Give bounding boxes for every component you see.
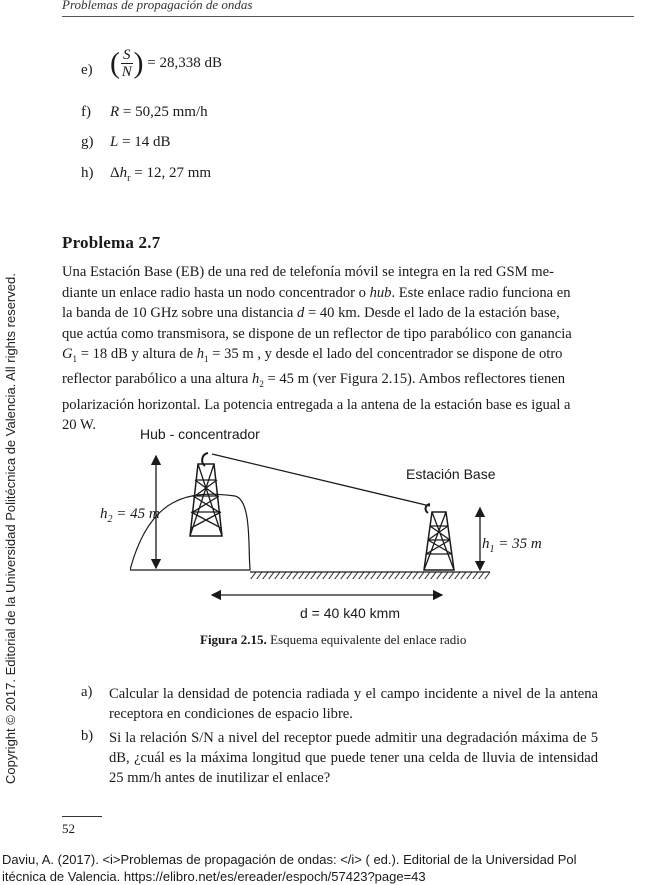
caption-number: Figura 2.15. xyxy=(200,632,267,647)
problem-line-1: Una Estación Base (EB) de una red de telefonía móvil se integra en la red GSM me- xyxy=(62,264,554,280)
problem-line-3b: . Desde el lado de la estación base, xyxy=(356,305,560,321)
problem-line-4: que actúa como transmisora, se dispone de un reflector de tipo parabólico con ganancia xyxy=(62,325,572,342)
distance-variable: d xyxy=(297,305,305,321)
h1-subscript: 1 xyxy=(204,353,209,364)
problem-line-2b: . Este enlace radio funciona en xyxy=(391,284,571,301)
gain-variable: G xyxy=(62,346,73,362)
answer-g-value: = 14 dB xyxy=(122,134,171,150)
problem-line-6b: (ver Figura 2.15). Ambos reflectores tienen xyxy=(308,371,566,388)
running-header: Problemas de propagación de ondas xyxy=(62,0,253,12)
h2-value: = 45 m xyxy=(263,371,309,388)
problem-line-8: 20 W. xyxy=(62,417,97,434)
problem-line-7: polarización horizontal. La potencia entregada a la antena de la estación base es igual a xyxy=(62,396,571,413)
radio-link xyxy=(212,454,430,506)
problem-line-5a: y altura de xyxy=(127,346,197,362)
distance-label: d = 40 k40 kmm xyxy=(300,605,400,621)
problem-line-6a: reflector parabólico a una altura xyxy=(62,371,253,388)
h1-value: = 35 m xyxy=(208,346,254,362)
header-rule xyxy=(62,16,634,17)
base-station-tower xyxy=(424,504,454,570)
gain-value: = 18 dB xyxy=(77,346,128,362)
problem-statement xyxy=(62,262,598,436)
citation xyxy=(2,851,647,885)
answer-h xyxy=(110,165,211,184)
answer-h-subscript: r xyxy=(127,173,131,184)
question-label-a: a) xyxy=(81,684,93,700)
page-number: 52 xyxy=(62,821,75,836)
h2-label: $h_2 = 45$ m xyxy=(100,506,160,525)
question-a-text: Calcular la densidad de potencia radiada y el campo incidente a nivel de la antena receptora en condiciones de espacio libre. xyxy=(109,686,598,722)
answer-g xyxy=(110,134,171,151)
answer-e: ( $\frac{S}{N}$ ) = 28,338 dB xyxy=(110,46,222,80)
copyright-notice: Copyright © 2017. Editorial de la Universidad Politécnica de Valencia. All rights reserved. xyxy=(3,273,18,784)
figure-2-15 xyxy=(100,420,590,642)
h1-variable: h xyxy=(196,346,205,362)
h2-subscript: 2 xyxy=(259,379,264,390)
problem-title: Problema 2.7 xyxy=(62,233,161,252)
answer-e-value: = 28,338 dB xyxy=(147,54,222,71)
answer-h-delta: Δ xyxy=(110,165,120,181)
base-station-label: Estación Base xyxy=(406,466,496,482)
problem-line-5b: , y desde el lado del concentrador se dispone de otro xyxy=(253,346,563,362)
answer-g-variable: L xyxy=(110,134,119,150)
question-b-text: Si la relación S/N a nivel del receptor puede admitir una degradación máxima de 5 dB, ¿cuál es la máxima longitud que puede tener una celda de lluvia de intensidad 25 mm/h antes de inutilizar el enlace? xyxy=(109,730,598,786)
citation-line-2: itécnica de Valencia. https://elibro.net/es/ereader/espoch/57423?page=43 xyxy=(2,869,426,884)
h2-variable: h xyxy=(252,371,260,388)
caption-text: Esquema equivalente del enlace radio xyxy=(266,632,467,647)
fraction-denominator: N xyxy=(121,64,132,80)
figure-caption xyxy=(200,632,466,648)
ground-hatching xyxy=(250,572,490,579)
h1-label: $h_1 = 35$ m xyxy=(482,536,542,555)
answer-label-h: h) xyxy=(81,165,94,181)
problem-line-3a: la banda de 10 GHz sobre una distancia xyxy=(62,305,298,321)
answer-h-variable: h xyxy=(119,165,128,181)
answer-label-g: g) xyxy=(81,134,94,150)
problem-line-2a: diante un enlace radio hasta un nodo concentrador o xyxy=(62,284,370,301)
answer-f-value: = 50,25 mm/h xyxy=(122,104,208,120)
answer-label-f: f) xyxy=(81,104,91,120)
hub-term: hub xyxy=(369,284,392,301)
fraction-numerator: S xyxy=(123,47,131,63)
question-label-b: b) xyxy=(81,728,94,744)
gain-subscript: 1 xyxy=(72,353,78,364)
footnote-rule xyxy=(62,816,102,817)
answer-f-variable: R xyxy=(110,104,120,120)
answer-h-value: = 12, 27 mm xyxy=(134,165,212,181)
answer-f xyxy=(110,104,208,121)
citation-line-1: Daviu, A. (2017). <i>Problemas de propagación de ondas: </i> ( ed.). Editorial de la Universidad Pol xyxy=(2,852,577,867)
distance-value: = 40 km xyxy=(304,305,357,321)
hub-label: Hub - concentrador xyxy=(140,426,260,442)
answer-label-e: e) xyxy=(81,62,93,78)
